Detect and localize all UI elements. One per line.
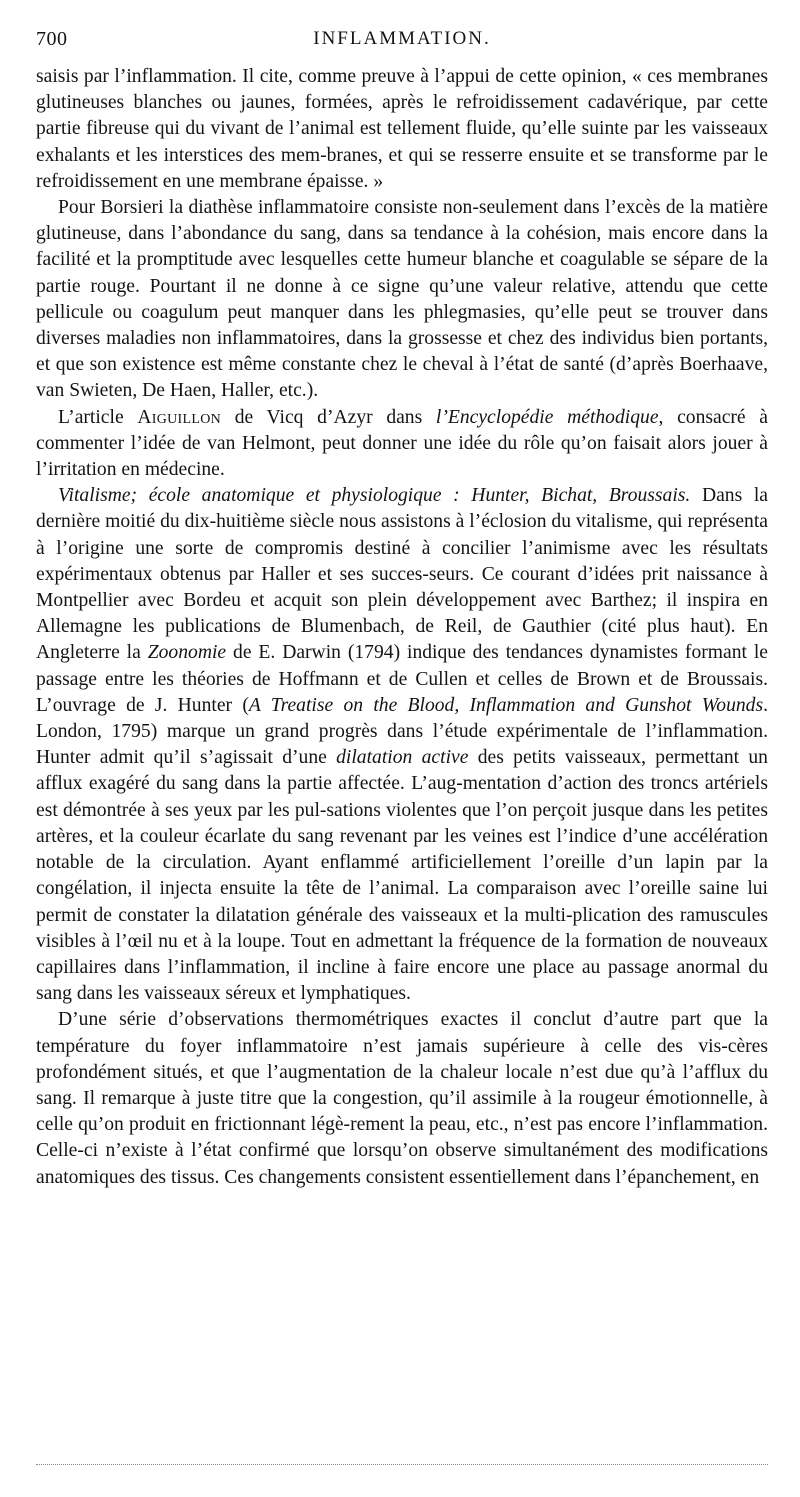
paragraph-5: D’une série d’observations thermométriques exactes il conclut d’autre part que la température du foyer inflammatoire n’est jamais supérieure à celle des vis-cères profondément situés, et que l’augmentation de la chaleur locale n’est due qu’à l’afflux du sang. Il remarque à juste titre que la congestion, qu’il assimile à la rougeur émotionnelle, à celle qu’on produit en frictionnant légè-rement la peau, etc., n’est pas encore l’inflammation. Celle-ci n’existe à l’état confirmé que lorsqu’on observe simultanément des modifications anatomiques des tissus. Ces changements consistent essentiellement dans l’épanchement, en <box>36 1009 768 1188</box>
paragraph-1: saisis par l’inflammation. Il cite, comme preuve à l’appui de cette opinion, « ces membranes glutineuses blanches ou jaunes, formées, après le refroidissement cadavérique, par cette partie fibreuse qui du vivant de l’animal est tellement fluide, qu’elle suinte par les vaisseaux exhalants et les interstices des mem-branes, et qui se resserre ensuite et se transforme par le refroidissement en une membrane épaisse. » <box>36 66 768 192</box>
page-number: 700 <box>36 28 68 50</box>
section-heading-vitalisme: Vitalisme; école anatomique et physiologique : Hunter, Bichat, Broussais. <box>58 485 691 507</box>
paragraph-3-text-a: L’article <box>58 406 138 428</box>
paragraph-4 <box>36 483 768 1007</box>
footer-dotted-rule <box>36 1464 768 1465</box>
book-page <box>36 28 768 1191</box>
hunter-treatise-title: A Treatise on the Blood, Inflammation and Gunshot Wounds <box>248 694 764 716</box>
paragraph-2: Pour Borsieri la diathèse inflammatoire consiste non-seulement dans l’excès de la matière glutineuse, dans l’abondance du sang, dans sa tendance à la cohésion, mais encore dans la facilité et la promptitude avec lesquelles cette humeur blanche et coagulable se sépare de la partie rouge. Pourtant il ne donne à ce signe qu’une valeur relative, attendu que cette pellicule ou coagulum peut manquer dans les phlegmasies, qu’elle peut se trouver dans diverses maladies non inflammatoires, dans la grossesse et chez des individus bien portants, et que son existence est même constante chez le cheval à l’état de santé (d’après Boerhaave, van Swieten, De Haen, Haller, etc.). <box>36 197 768 402</box>
paragraph-3-text-b: de Vicq d’Azyr dans <box>221 406 436 428</box>
running-title: INFLAMMATION. <box>313 28 491 49</box>
paragraph-3-text-c: , consacré à commenter l’idée de van Helmont, peut donner une idée du rôle qu’on faisait alors jouer à l’irritation en médecine. <box>36 406 768 481</box>
paragraph-3 <box>36 405 768 484</box>
paragraph-4-text-c: . London, 1795) marque un grand progrès dans l’étude expérimentale de l’inflammation. Hunter admit qu’il s’agissait d’une <box>36 694 768 769</box>
paragraph-4-text-b: de E. Darwin (1794) indique des tendances dynamistes formant le passage entre les théories de Hoffmann et de Cullen et celles de Brown et de Broussais. L’ouvrage de J. Hunter ( <box>36 642 768 716</box>
zoonomie-title: Zoonomie <box>147 642 227 664</box>
dilatation-active-term: dilatation active <box>336 747 469 769</box>
page-header <box>36 28 768 56</box>
paragraph-4-text-d: des petits vaisseaux, permettant un afflux exagéré du sang dans la partie affectée. L’aug-mentation d’action des troncs artériels est démontrée à ses yeux par les pul-sations violentes que l’on perçoit jusque dans les petites artères, et la couleur écarlate du sang revenant par les veines est l’indice d’une accélération notable de la circulation. Ayant enflammé artificiellement l’oreille d’un lapin par la congélation, il injecta ensuite la tête de l’animal. La comparaison avec l’oreille saine lui permit de constater la dilatation générale des vaisseaux et la multi-plication des ramuscules visibles à l’œil nu et à la loupe. Tout en admettant la fréquence de la formation de nouveaux capillaires dans l’inflammation, il incline à faire encore une place au passage anormal du sang dans les vaisseaux séreux et lymphatiques. <box>36 747 768 1005</box>
encyclopedie-title: l’Encyclopédie méthodique <box>435 406 659 428</box>
paragraph-4-text-a: Dans la dernière moitié du dix-huitième siècle nous assistons à l’éclosion du vitalisme, qui représenta à l’origine une sorte de compromis destiné à concilier l’animisme avec les résultats expérimentaux obtenus par Haller et ses succes-seurs. Ce courant d’idées prit naissance à Montpellier avec Bordeu et acquit son plein développement avec Barthez; il inspira en Allemagne les publications de Blumenbach, de Reil, de Gauthier (cité plus haut). En Angleterre la <box>36 485 768 664</box>
body-text <box>36 64 768 1191</box>
article-name-aiguillon: Aiguillon <box>137 406 222 428</box>
